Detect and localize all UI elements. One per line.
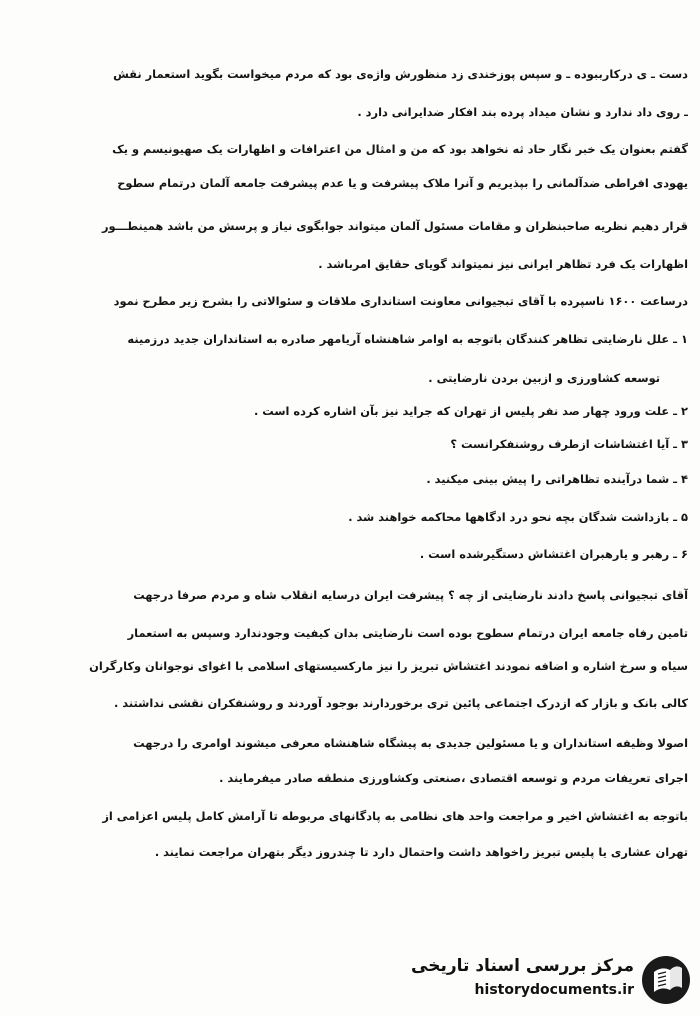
document-line: قرار دهیم نظریه صاحبنظران و مقامات مسئول آلمان میتواند جوابگوی نیاز و پرسش من باشد همینطـــور	[101, 219, 688, 233]
document-line: تهران عشاری یا پلیس تبریز راخواهد داشت واحتمال دارد تا چندروز دیگر بتهران مراجعت نمایند .	[154, 845, 688, 859]
document-line: سیاه و سرخ اشاره و اضافه نمودند اغتشاش تبریز را نیز مارکسیستهای اسلامی با اغوای نوجوانان وکارگران	[89, 659, 688, 673]
document-line: ۶ ـ رهبر و یارهبران اغتشاش دستگیرشده است .	[419, 547, 688, 561]
document-line: کالی بانک و بازار که ازدرک اجتماعی پائین تری برخوردارند بوجود آوردند و روشنفکران نقشی نداشتند .	[113, 696, 688, 710]
document-line: ۵ ـ بازداشت شدگان بچه نحو درد ادگاهها محاکمه خواهند شد .	[348, 510, 688, 524]
document-line: ۲ ـ علت ورود چهار صد نفر پلیس از تهران که جراید نیز بآن اشاره کرده است .	[254, 404, 688, 418]
document-line: توسعه کشاورزی و ازبین بردن نارضایتی .	[428, 371, 660, 385]
watermark-title: مرکز بررسی اسناد تاریخی	[411, 956, 634, 976]
document-line: اظهارات یک فرد تظاهر ایرانی نیز نمیتواند گویای حقایق امرباشد .	[318, 257, 688, 271]
document-line: باتوجه به اغتشاش اخیر و مراجعت واحد های نظامی به پادگانهای مربوطه تا آرامش کامل پلیس اعزامی از	[102, 809, 688, 823]
document-line: اجرای تعریفات مردم و توسعه اقتصادی ،صنعتی وکشاورزی منطقه صادر میفرمایند .	[219, 771, 688, 785]
document-line: ۳ ـ آیا اغتشاشات ازطرف روشنفکرانست ؟	[450, 437, 688, 451]
document-line: یهودی افراطی ضدآلمانی را بپذیریم و آنرا ملاک پیشرفت و یا عدم پیشرفت جامعه آلمان درتمام سطوح	[117, 176, 688, 190]
watermark	[404, 950, 694, 1010]
document-line: ۴ ـ شما درآینده تظاهراتی را پیش بینی میکنید .	[426, 472, 688, 486]
book-pages-logo-icon	[640, 954, 692, 1006]
document-line: ـ روی داد ندارد و نشان میداد پرده بند افکار ضدایرانی دارد .	[357, 105, 688, 119]
document-line: گفتم بعنوان یک خبر نگار حاد ثه نخواهد بود که من و امثال من اعترافات و اظهارات یک صهیونیسم و یک	[112, 142, 688, 156]
watermark-url: historydocuments.ir	[474, 982, 634, 998]
document-line: دست ـ ی درکارببوده ـ و سپس پوزخندی زد منظورش واژه‌ی بود که مردم میخواست بگوید استعمار نقش	[113, 67, 688, 81]
document-line: درساعت ۱۶۰۰ ناسپرده با آقای تبجیوانی معاونت استانداری ملاقات و سئوالاتی را بشرح زیر مطرح نمود	[113, 294, 688, 308]
document-line: اصولا وظیفه استانداران و یا مسئولین جدیدی به پیشگاه شاهنشاه معرفی میشوند اوامری را درجهت	[133, 736, 688, 750]
document-line: تامین رفاه جامعه ایران درتمام سطوح بوده است نارضایتی بدان کیفیت وجودندارد وسپس به استعمار	[127, 626, 688, 640]
document-line: آقای تبجیوانی پاسخ دادند نارضایتی از چه ؟ پیشرفت ایران درسایه انقلاب شاه و مردم صرفا درجهت	[133, 588, 688, 602]
document-line: ۱ ـ علل نارضایتی تظاهر کنندگان باتوجه به اوامر شاهنشاه آریامهر صادره به استانداران جدید درزمینه	[127, 332, 688, 346]
